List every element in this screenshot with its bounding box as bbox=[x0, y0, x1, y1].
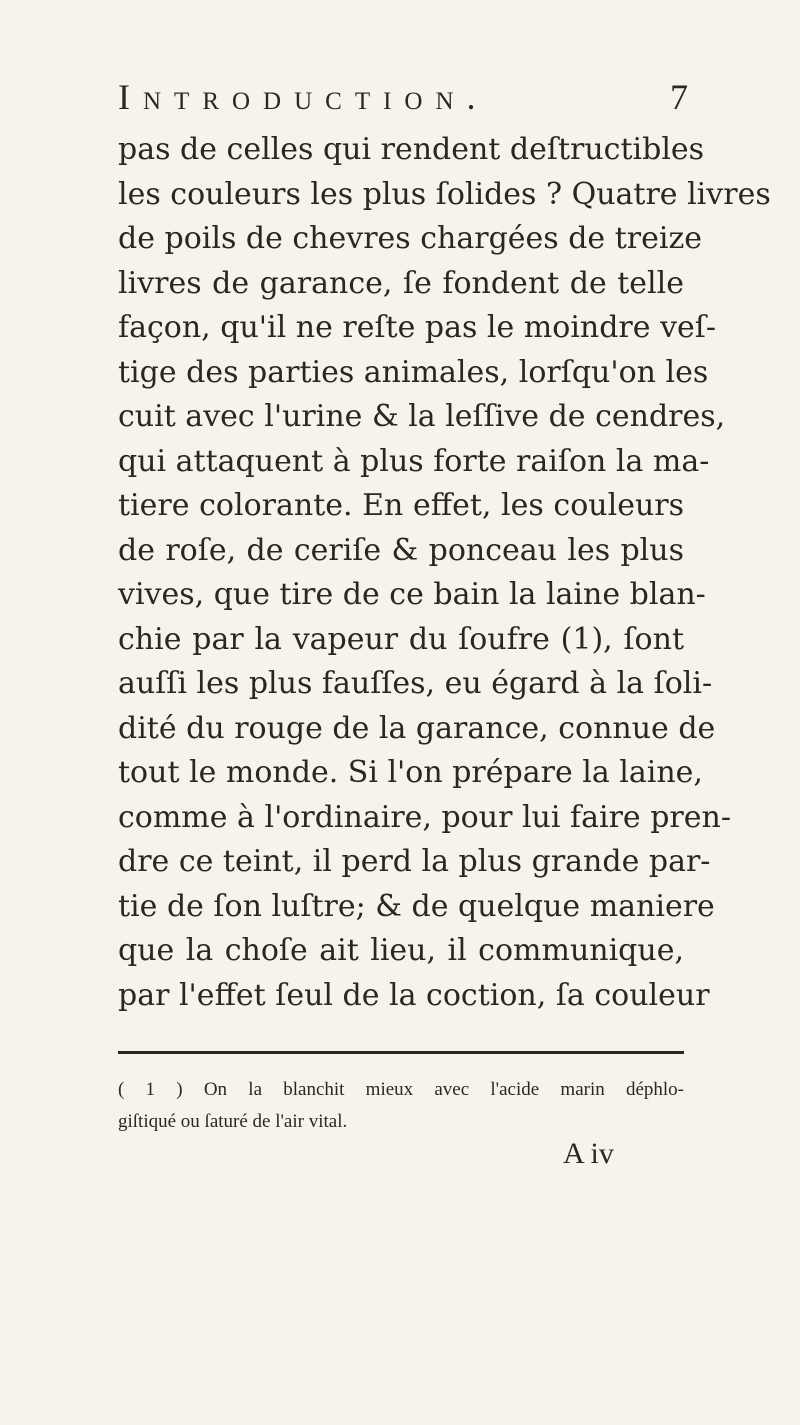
text-line: comme à l'ordinaire, pour lui faire pren- bbox=[118, 799, 731, 835]
text-line: vives, que tire de ce bain la laine blan- bbox=[118, 577, 706, 612]
running-title: Introduction. bbox=[118, 77, 489, 117]
footnote-rule bbox=[118, 1051, 684, 1054]
running-header bbox=[118, 76, 688, 126]
text-line: pas de celles qui rendent deſtructibles bbox=[118, 132, 705, 167]
main-text bbox=[118, 128, 771, 1018]
text-line: que la choſe ait lieu, il communique, bbox=[118, 933, 684, 968]
text-line: les couleurs les plus ſolides ? Quatre livres bbox=[118, 176, 771, 212]
footnote-line: giſtiqué ou ſaturé de l'air vital. bbox=[118, 1111, 348, 1132]
footnote bbox=[118, 1074, 684, 1138]
text-line: façon, qu'il ne reſte pas le moindre veſ- bbox=[118, 310, 717, 345]
text-line: dre ce teint, il perd la plus grande par- bbox=[118, 844, 711, 879]
text-line: tout le monde. Si l'on prépare la laine, bbox=[118, 755, 703, 790]
text-line: de poils de chevres chargées de treize bbox=[118, 221, 703, 256]
text-line: auſſi les plus fauſſes, eu égard à la ſoli- bbox=[118, 666, 713, 701]
text-line: tie de ſon luſtre; & de quelque maniere bbox=[118, 888, 715, 924]
footnote-line: ( 1 ) On la blanchit mieux avec l'acide marin déphlo- bbox=[118, 1079, 684, 1100]
text-line: cuit avec l'urine & la leſſive de cendres, bbox=[118, 399, 726, 434]
text-line: tiere colorante. En effet, les couleurs bbox=[118, 488, 684, 523]
signature-mark: A iv bbox=[563, 1137, 614, 1170]
text-line: livres de garance, ſe fondent de telle bbox=[118, 265, 684, 301]
text-line: dité du rouge de la garance, connue de bbox=[118, 710, 716, 746]
text-line: de roſe, de ceriſe & ponceau les plus bbox=[118, 532, 684, 568]
text-line: chie par la vapeur du ſoufre (1), ſont bbox=[118, 621, 684, 657]
text-line: par l'effet ſeul de la coction, ſa couleur bbox=[118, 977, 710, 1013]
page-number: 7 bbox=[670, 77, 688, 117]
text-line: qui attaquent à plus forte raiſon la ma- bbox=[118, 443, 710, 479]
text-line: tige des parties animales, lorſqu'on les bbox=[118, 354, 709, 390]
